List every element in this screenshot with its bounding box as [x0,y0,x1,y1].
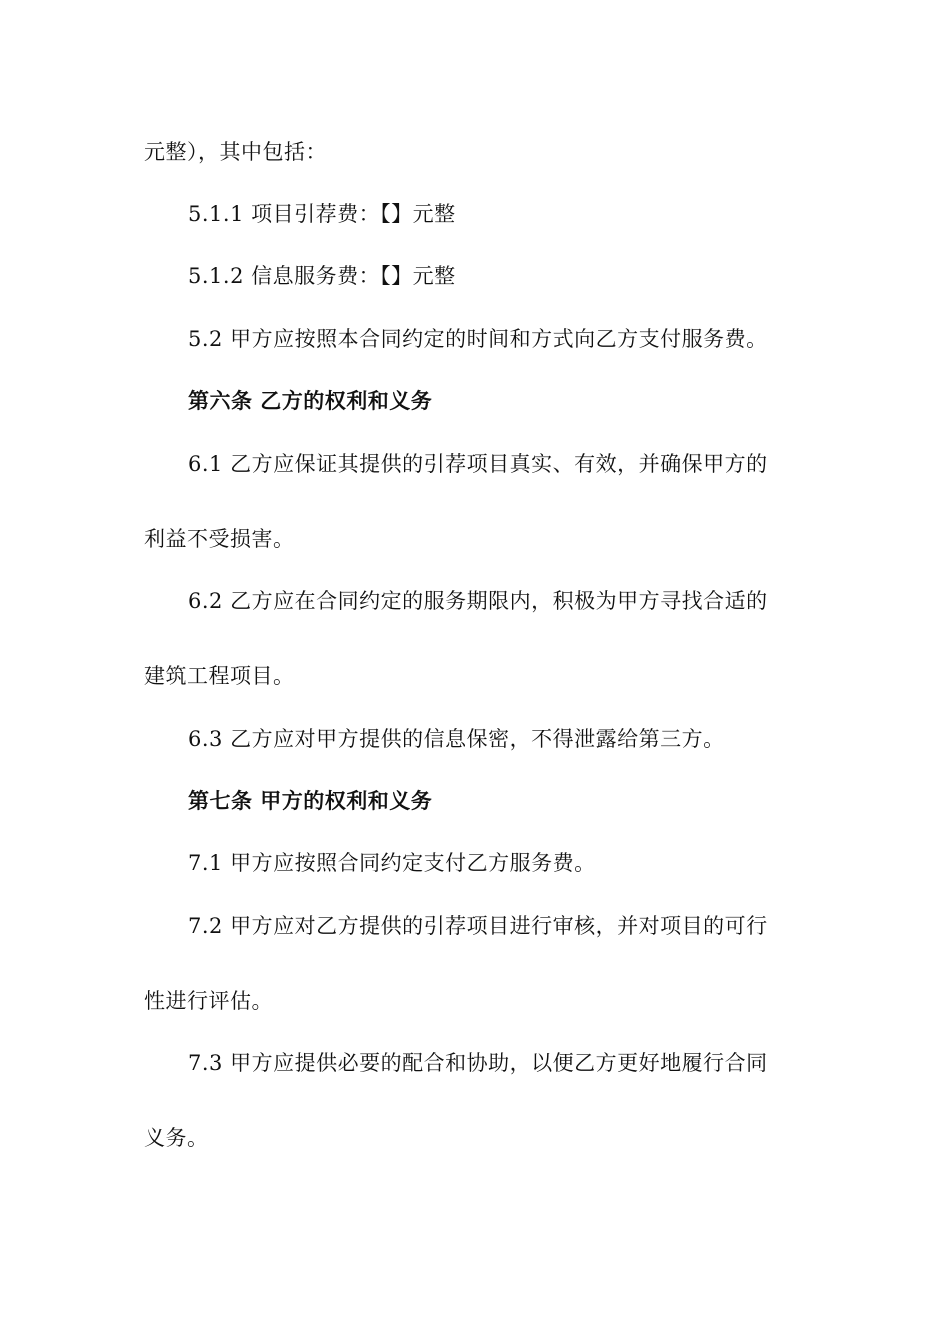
article-6-heading: 第六条 乙方的权利和义务 [188,388,433,413]
paragraph-continuation: 元整），其中包括： [144,140,327,164]
clause-5-1-2: 5.1.2 信息服务费：【】元整 [188,264,456,288]
article-7-heading: 第七条 甲方的权利和义务 [188,788,433,813]
clause-7-3: 7.3 甲方应提供必要的配合和协助，以便乙方更好地履行合同 [188,1051,768,1075]
clause-6-2-continuation: 建筑工程项目。 [144,664,295,688]
clause-7-3-continuation: 义务。 [144,1126,209,1150]
clause-5-2: 5.2 甲方应按照本合同约定的时间和方式向乙方支付服务费。 [188,327,768,351]
clause-6-3: 6.3 乙方应对甲方提供的信息保密，不得泄露给第三方。 [188,727,725,751]
clause-5-1-1: 5.1.1 项目引荐费：【】元整 [188,202,456,226]
clause-7-2: 7.2 甲方应对乙方提供的引荐项目进行审核，并对项目的可行 [188,914,768,938]
clause-6-1-continuation: 利益不受损害。 [144,527,295,551]
clause-6-2: 6.2 乙方应在合同约定的服务期限内，积极为甲方寻找合适的 [188,589,768,613]
clause-7-1: 7.1 甲方应按照合同约定支付乙方服务费。 [188,851,596,875]
clause-7-2-continuation: 性进行评估。 [144,989,273,1013]
clause-6-1: 6.1 乙方应保证其提供的引荐项目真实、有效，并确保甲方的 [188,452,768,476]
